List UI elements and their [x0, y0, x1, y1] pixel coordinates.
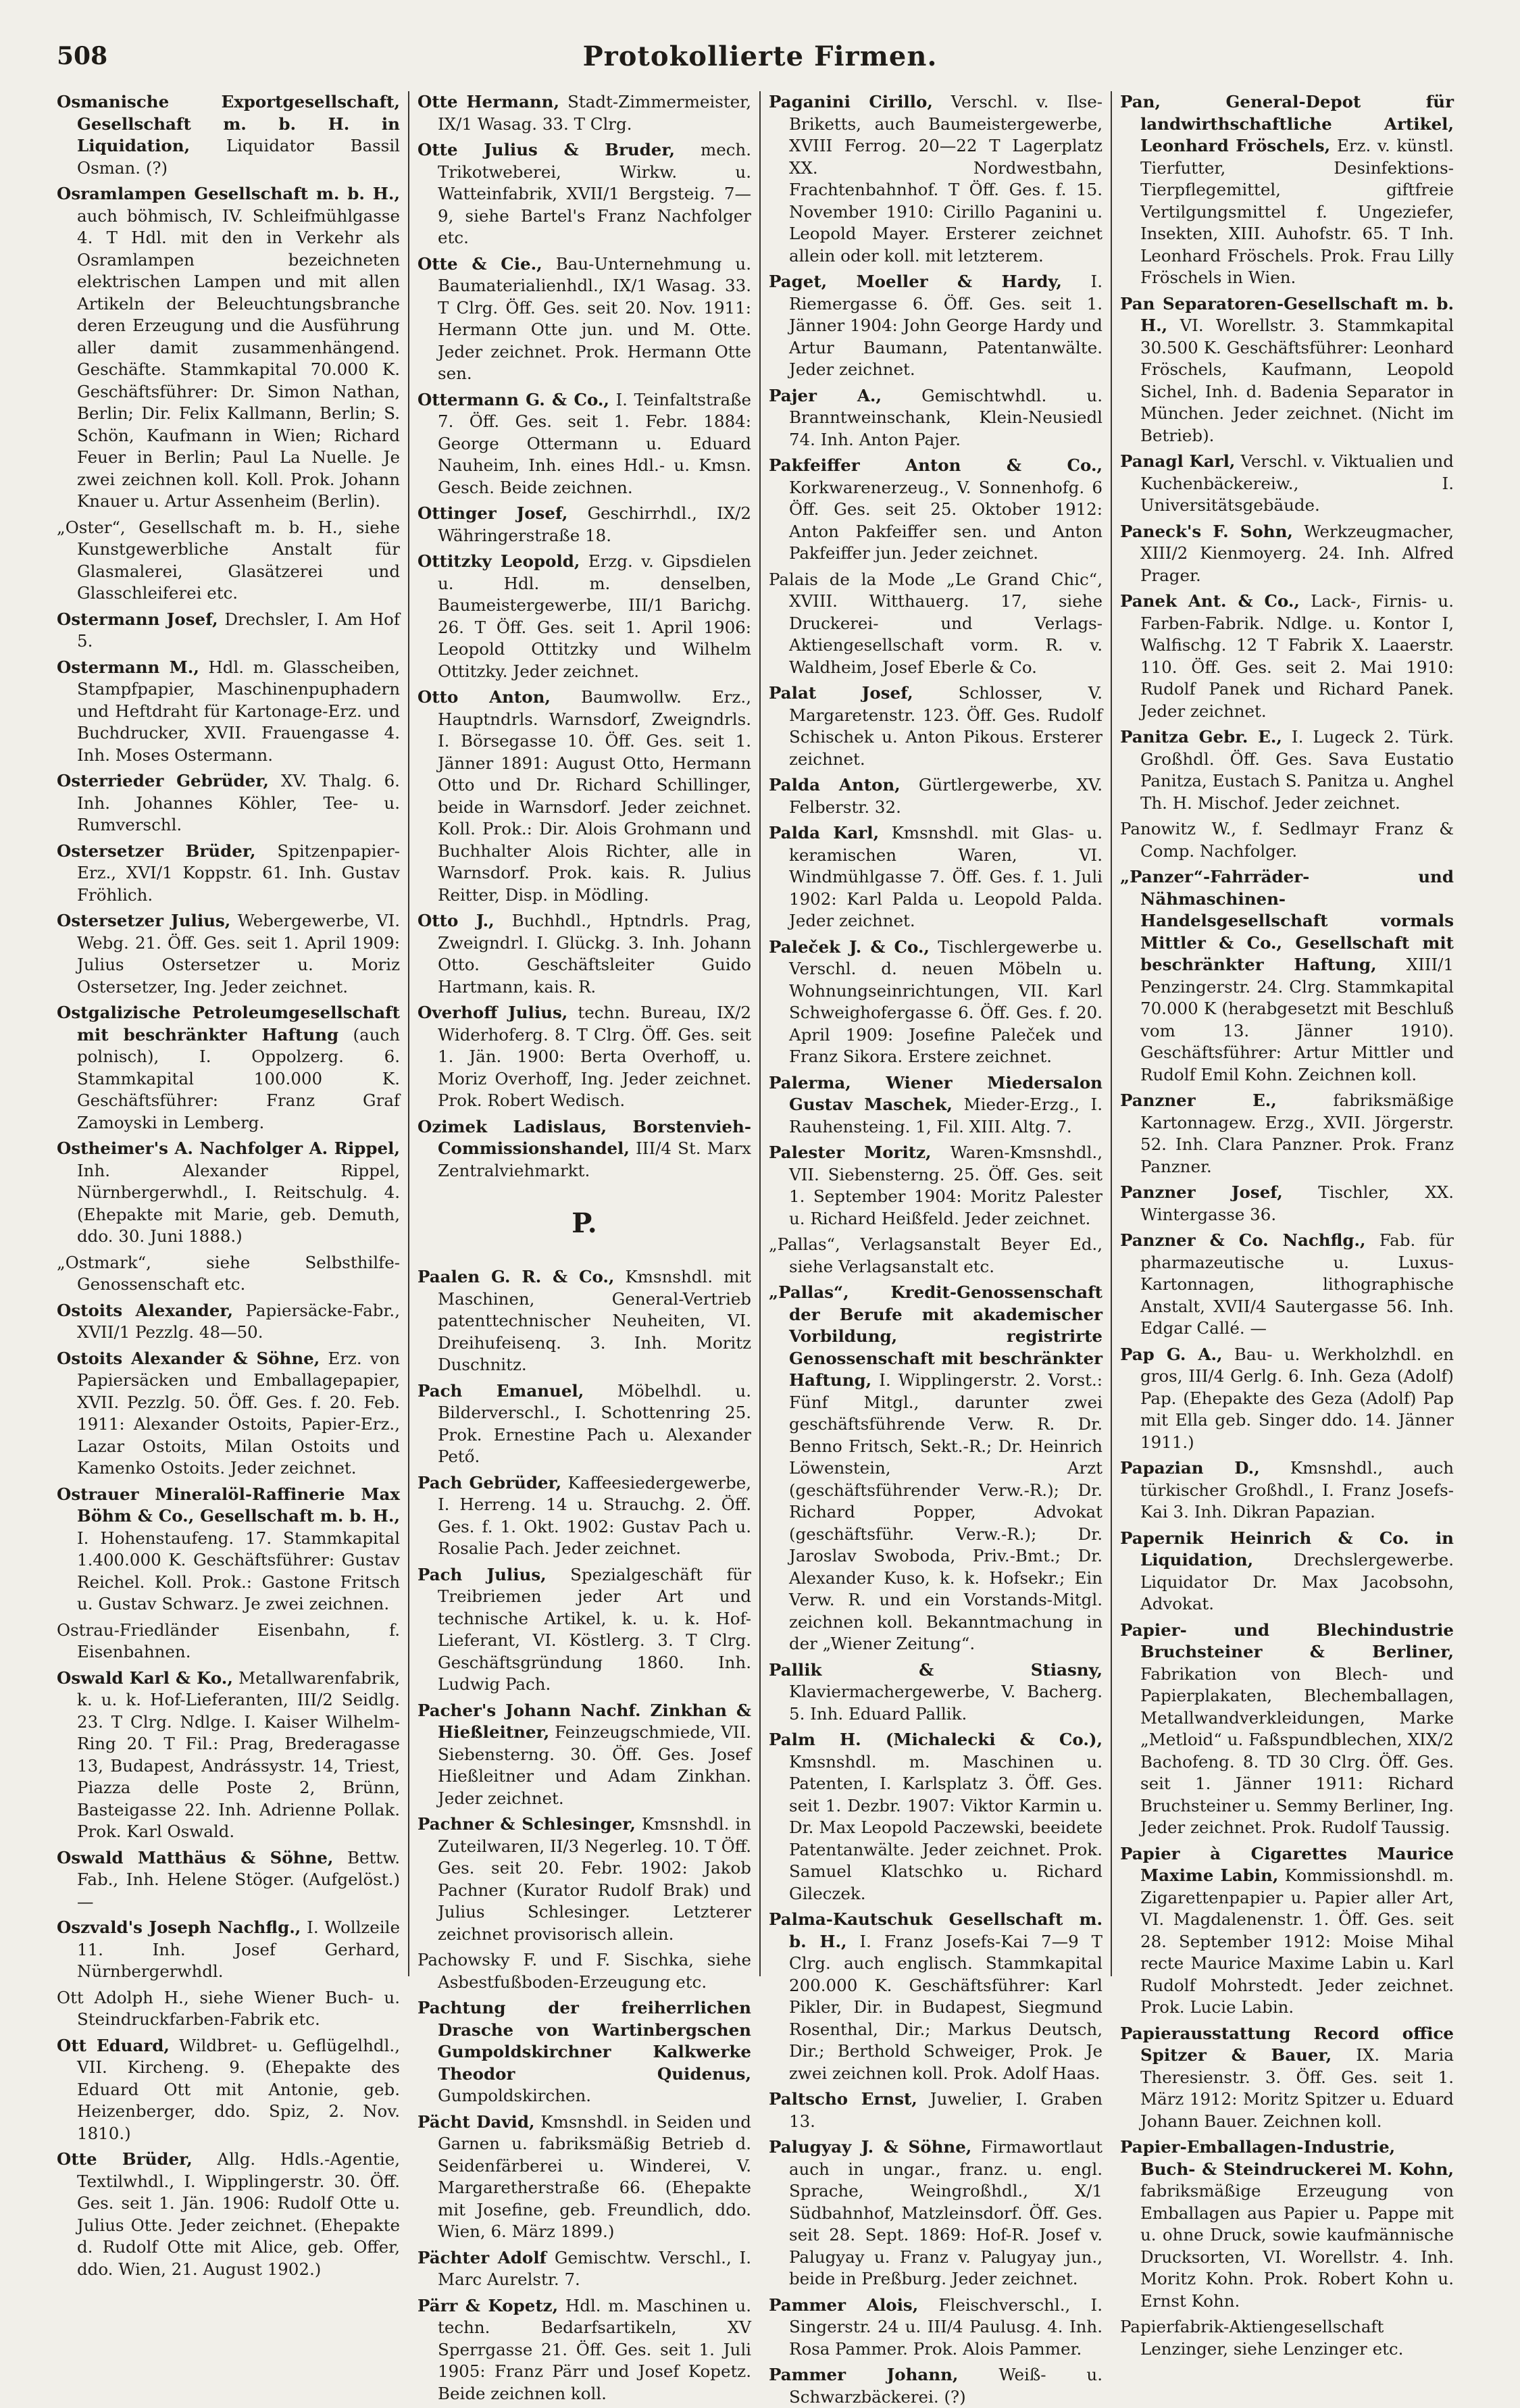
- firm-entry: [769, 2294, 1103, 2361]
- firm-name: Palda Karl,: [769, 823, 880, 843]
- firm-entry: [769, 774, 1103, 818]
- firm-entry: [417, 389, 751, 499]
- firm-entry: [1120, 1182, 1454, 1226]
- firm-name: Palm H. (Michalecki & Co.),: [769, 1730, 1103, 1749]
- firm-name: Paalen G. R. & Co.,: [417, 1267, 615, 1286]
- firm-name: Pärr & Kopetz,: [417, 2295, 559, 2315]
- firm-name: Papier à Cigarettes Maurice Maxime Labin,: [1120, 1843, 1454, 1885]
- columns: [57, 91, 1463, 2407]
- firm-entry: [57, 1252, 400, 1296]
- firm-details: Bettw. Fab., Inh. Helene Stöger. (Aufgelöst.) —: [77, 1847, 400, 1911]
- firm-entry: [57, 609, 400, 653]
- firm-details: Tischlergewerbe u. Verschl. d. neuen Möbeln u. Wohnungseinrichtungen, VII. Karl Schweighofergasse 6. Öff. Ges. f. 20. April 1909: Josefine Paleček und Franz Sikora. Erstere zeichnet.: [789, 936, 1103, 1066]
- firm-details: I. Hohenstaufeng. 17. Stammkapital 1.400.000 K. Geschäftsführer: Gustav Reichel. Koll. Prok.: Gastone Fritsch u. Gustav Schwarz. Je zwei zeichnen.: [77, 1528, 400, 1613]
- firm-name: Ostrauer Mineralöl-Raffinerie Max Böhm & Co., Gesellschaft m. b. H.,: [57, 1484, 400, 1526]
- firm-entry: [57, 1484, 400, 1615]
- firm-name: Panagl Karl,: [1120, 451, 1236, 471]
- firm-name: Ott Eduard,: [57, 2035, 170, 2055]
- firm-entry: [1120, 1620, 1454, 1839]
- firm-entry: [1120, 293, 1454, 447]
- firm-entry: [769, 569, 1103, 679]
- firm-entry: [769, 271, 1103, 381]
- firm-details: I. Wollzeile 11. Inh. Josef Gerhard, Nürnbergerwhdl.: [77, 1917, 400, 1981]
- firm-entry: [769, 1234, 1103, 1278]
- firm-details: Juwelier, I. Graben 13.: [789, 2089, 1103, 2131]
- firm-name: Palugyay J. & Söhne,: [769, 2137, 972, 2157]
- firm-name: Ostermann M.,: [57, 657, 199, 677]
- firm-entry: [769, 1659, 1103, 1726]
- firm-entry: [769, 1072, 1103, 1138]
- firm-name: Otte & Cie.,: [417, 253, 542, 274]
- firm-name: Osterrieder Gebrüder,: [57, 771, 269, 791]
- firm-details: Geschirrhdl., IX/2 Währingerstraße 18.: [438, 503, 751, 545]
- firm-details: Weiß- u. Schwarzbäckerei. (?): [789, 2365, 1103, 2407]
- firm-details: Wildbret- u. Geflügelhdl., VII. Kircheng. 9. (Ehepakte des Eduard Ott mit Antonie, geb. Heizenberger, ddo. Spiz, 2. Nov. 1810.): [77, 2035, 400, 2143]
- column-3: [759, 91, 1111, 2407]
- firm-entry: [769, 1282, 1103, 1655]
- firm-details: Möbelhdl. u. Bilderverschl., I. Schottenring 25. Prok. Ernestine Pach u. Alexander Pető.: [438, 1380, 751, 1466]
- firm-entry: [1120, 1457, 1454, 1524]
- firm-name: Ottitzky Leopold,: [417, 551, 580, 571]
- firm-details: fabriksmäßige Erzeugung von Emballagen aus Papier u. Pappe mit u. ohne Druck, sowie kaufmännische Drucksorten, VI. Worellstr. 4. Inh. Moritz Kohn. Prok. Robert Kohn u. Ernst Kohn.: [1140, 2181, 1454, 2311]
- firm-name: Papernik Heinrich & Co. in Liquidation,: [1120, 1528, 1454, 1570]
- firm-details: mech. Trikotweberei, Wirkw. u. Watteinfabrik, XVII/1 Bergsteig. 7—9, siehe Bartel's Franz Nachfolger etc.: [438, 140, 751, 247]
- firm-entry: [1120, 2316, 1454, 2360]
- firm-entry: [57, 1348, 400, 1480]
- firm-name: Paget, Moeller & Hardy,: [769, 272, 1062, 291]
- firm-entry: [57, 1138, 400, 1248]
- firm-details: I. Wipplingerstr. 2. Vorst.: Fünf Mitgl., darunter zwei geschäftsführende Verw. R. Dr. Benno Fritsch, Sekt.-R.; Dr. Heinrich Löwenstein, Arzt (geschäftsführender Verw.-R.); Dr. Richard Popper, Advokat (geschäftsführ. Verw.-R.); Dr. Jaroslav Swoboda, Priv.-Bmt.; Dr. Alexander Kuso, k. k. Hofsekr.; Ein Verw. R. und ein Vorstands-Mitgl. zeichnen koll. Bekanntmachung in der „Wiener Zeitung“.: [789, 1370, 1103, 1653]
- firm-entry: [1120, 1090, 1454, 1178]
- firm-details: Webergewerbe, VI. Webg. 21. Öff. Ges. seit 1. April 1909: Julius Ostersetzer u. Moriz Ostersetzer, Ing. Jeder zeichnet.: [77, 911, 400, 997]
- firm-details: Schlosser, V. Margaretenstr. 123. Öff. Ges. Rudolf Schischek u. Anton Pikous. Ersterer zeichnet.: [789, 683, 1103, 769]
- firm-details: Kmsnshdl. in Seiden und Garnen u. fabriksmäßig Betrieb d. Seidenfärberei u. Winderei, V. Margaretherstraße 66. (Ehepakte mit Josefine, geb. Freundlich, ddo. Wien, 6. März 1899.): [438, 2111, 751, 2241]
- firm-details: Spezialgeschäft für Treibriemen jeder Art und technische Artikel, k. u. k. Hof-Lieferant, VI. Köstlerg. 3. T Clrg. Geschäftsgründung 1860. Inh. Ludwig Pach.: [438, 1564, 752, 1694]
- firm-name: Panzner Josef,: [1120, 1182, 1283, 1202]
- firm-entry: [1120, 1344, 1454, 1454]
- firm-details: I. Lugeck 2. Türk. Großhdl. Öff. Ges. Sava Eustatio Panitza, Eustach S. Panitza u. Anghel Th. H. Mischof. Jeder zeichnet.: [1140, 727, 1454, 813]
- page-number: 508: [57, 42, 108, 70]
- firm-details: Kommissionshdl. m. Zigarettenpapier u. Papier aller Art, VI. Magdalenenstr. 1. Öff. Ges. seit 28. September 1912: Moise Mihal recte Maurice Maxime Labin u. Karl Rudolf Mohrstedt. Jeder zeichnet. Prok. Lucie Labin.: [1140, 1865, 1454, 2017]
- firm-name: Osmanische Exportgesellschaft, Gesellschaft m. b. H. in Liquidation,: [57, 92, 400, 155]
- firm-details: I. Riemergasse 6. Öff. Ges. seit 1. Jänner 1904: John George Hardy und Artur Baumann, Patentanwälte. Jeder zeichnet.: [789, 272, 1103, 379]
- firm-details: Firmawortlaut auch in ungar., franz. u. engl. Sprache, Weingroßhdl., X/1 Südbahnhof, Matzleinsdorf. Öff. Ges. seit 28. Sept. 1869: Hof-R. Josef v. Palugyay u. Franz v. Palugyay jun., beide in Preßburg. Jeder zeichnet.: [789, 2137, 1103, 2288]
- firm-entry: [417, 1700, 751, 1810]
- firm-details: Mieder-Erzg., I. Rauhensteing. 1, Fil. XIII. Altg. 7.: [789, 1095, 1103, 1136]
- firm-name: Overhoff Julius,: [417, 1003, 568, 1022]
- firm-name: Panitza Gebr. E.,: [1120, 727, 1282, 747]
- firm-details: I. Teinfaltstraße 7. Öff. Ges. seit 1. Febr. 1884: George Ottermann u. Eduard Nauheim, Inh. eines Hdl.- u. Kmsn. Gesch. Beide zeichnen.: [438, 389, 751, 497]
- firm-details: Erz. von Papiersäcken und Emballagepapier, XVII. Pezzlg. 50. Öff. Ges. f. 20. Feb. 1911: Alexander Ostoits, Papier-Erz., Lazar Ostoits, Milan Ostoits und Kamenko Ostoits. Jeder zeichnet.: [77, 1348, 401, 1478]
- firm-entry: [57, 517, 400, 605]
- firm-entry: [57, 770, 400, 836]
- firm-entry: [417, 1997, 751, 2107]
- firm-name: Pächt David,: [417, 2111, 535, 2132]
- firm-name: Pallik & Stiasny,: [769, 1659, 1103, 1680]
- firm-details: XIII/1 Penzingerstr. 24. Clrg. Stammkapital 70.000 K (herabgesetzt mit Beschluß vom 13. Jänner 1910). Geschäftsführer: Artur Mittler und Rudolf Emil Kohn. Zeichnen koll.: [1140, 955, 1454, 1084]
- firm-name: Otto Anton,: [417, 687, 551, 707]
- firm-details: IX. Maria Theresienstr. 3. Öff. Ges. seit 1. März 1912: Moritz Spitzer u. Eduard Johann Bauer. Zeichnen koll.: [1140, 2045, 1454, 2131]
- firm-name: Oswald Karl & Ko.,: [57, 1667, 233, 1688]
- firm-entry: [417, 253, 751, 385]
- firm-name: Palda Anton,: [769, 775, 901, 795]
- firm-entry: [417, 1380, 751, 1468]
- firm-name: Oswald Matthäus & Söhne,: [57, 1847, 334, 1867]
- running-head: Protokollierte Firmen.: [582, 41, 938, 72]
- firm-entry: [769, 91, 1103, 267]
- firm-details: Klaviermachergewerbe, V. Bacherg. 5. Inh. Eduard Pallik.: [789, 1682, 1103, 1724]
- firm-details: Fab. für pharmazeutische u. Luxus-Kartonnagen, lithographische Anstalt, XVII/4 Sautergasse 56. Inh. Edgar Callé. —: [1140, 1230, 1454, 1338]
- firm-name: Ottermann G. & Co.,: [417, 389, 609, 409]
- firm-name: Ostersetzer Brüder,: [57, 841, 256, 861]
- firm-entry: [57, 1917, 400, 1983]
- firm-name: Paneck's F. Sohn,: [1120, 521, 1293, 541]
- firm-details: Hdl. m. Glasscheiben, Stampfpapier, Maschinenpuphadern und Heftdraht für Kartonage-Erz. und Buchdrucker, XVII. Frauengasse 4. Inh. Moses Ostermann.: [77, 657, 400, 765]
- firm-name: Papier- und Blechindustrie Bruchsteiner & Berliner,: [1120, 1620, 1454, 1661]
- firm-name: Otto J.,: [417, 911, 495, 930]
- firm-entry: [769, 2088, 1103, 2132]
- firm-entry: [57, 841, 400, 907]
- firm-entry: [417, 1949, 751, 1993]
- firm-details: Korkwarenerzeug., V. Sonnenhofg. 6 Öff. Ges. seit 25. Oktober 1912: Anton Pakfeiffer sen. und Anton Pakfeiffer jun. Jeder zeichnet.: [789, 477, 1103, 563]
- firm-details: Erz. v. künstl. Tierfutter, Desinfektions-Tierpflegemittel, giftfreie Vertilgungsmittel f. Ungeziefer, Insekten, XIII. Auhofstr. 65. T Inh. Leonhard Fröschels. Prok. Frau Lilly Fröschels in Wien.: [1140, 136, 1454, 287]
- firm-details: Drechsler, I. Am Hof 5.: [77, 609, 400, 651]
- firm-entry: [1120, 451, 1454, 517]
- firm-details: Gumpoldskirchen.: [438, 2086, 592, 2105]
- firm-entry: [57, 2149, 400, 2280]
- firm-name: Pacher's Johann Nachf. Zinkhan & Hießleitner,: [417, 1700, 751, 1742]
- firm-entry: [57, 1620, 400, 1663]
- firm-entry: [57, 183, 400, 513]
- firm-entry: [769, 385, 1103, 451]
- firm-details: Ott Adolph H., siehe Wiener Buch- u. Steindruckfarben-Fabrik etc.: [57, 1987, 400, 2029]
- firm-entry: [57, 1667, 400, 1843]
- firm-entry: [57, 2035, 400, 2145]
- firm-entry: [417, 551, 751, 682]
- firm-name: Pan Separatoren-Gesellschaft m. b. H.,: [1120, 293, 1454, 335]
- firm-details: Palais de la Mode „Le Grand Chic“, XVIII. Witthauerg. 17, siehe Druckerei- und Verlags-Aktiengesellschaft vorm. R. v. Waldheim, Josef Eberle & Co.: [769, 569, 1103, 677]
- firm-details: Werkzeugmacher, XIII/2 Kienmoyerg. 24. Inh. Alfred Prager.: [1140, 521, 1454, 585]
- firm-entry: [417, 1564, 751, 1696]
- firm-details: Verschl. v. Viktualien und Kuchenbäckereiw., I. Universitätsgebäude.: [1140, 451, 1454, 515]
- firm-name: Otte Hermann,: [417, 92, 560, 111]
- firm-entry: [1120, 1843, 1454, 2019]
- firm-name: Papier-Emballagen-Industrie, Buch- & Steindruckerei M. Kohn,: [1120, 2137, 1454, 2179]
- firm-details: VI. Worellstr. 3. Stammkapital 30.500 K. Geschäftsführer: Leonhard Fröschels, Kaufmann, Leopold Sichel, Inh. d. Badenia Separator in München. Jeder zeichnet. (Nicht im Betrieb).: [1140, 316, 1454, 445]
- firm-details: Feinzeugschmiede, VII. Siebensterng. 30. Öff. Ges. Josef Hießleitner und Adam Zinkhan. Jeder zeichnet.: [438, 1722, 751, 1808]
- firm-name: Papierausstattung Record office Spitzer & Bauer,: [1120, 2023, 1454, 2065]
- firm-name: Ottinger Josef,: [417, 503, 568, 523]
- firm-details: Stadt-Zimmermeister, IX/1 Wasag. 33. T Clrg.: [438, 92, 751, 134]
- firm-details: Gemischtw. Verschl., I. Marc Aurelstr. 7.: [438, 2247, 751, 2289]
- firm-entry: [769, 1909, 1103, 2084]
- firm-name: Pammer Alois,: [769, 2294, 919, 2315]
- firm-entry: [417, 503, 751, 547]
- firm-details: Kmsnshdl. m. Maschinen u. Patenten, I. Karlsplatz 3. Öff. Ges. seit 1. Dezbr. 1907: Viktor Karmin u. Dr. Max Leopold Paczewski, beeidete Patentanwälte. Jeder zeichnet. Prok. Samuel Klatschko u. Richard Gileczek.: [789, 1751, 1103, 1903]
- firm-name: Ostermann Josef,: [57, 609, 218, 629]
- firm-entry: [769, 936, 1103, 1068]
- firm-details: (auch polnisch), I. Oppolzerg. 6. Stammkapital 100.000 K. Geschäftsführer: Franz Graf Zamoyski in Lemberg.: [77, 1024, 400, 1132]
- firm-details: Kmsnshdl. mit Glas- u. keramischen Waren, VI. Windmühlgasse 7. Öff. Ges. f. 1. Juli 1902: Karl Palda u. Leopold Palda. Jeder zeichnet.: [789, 823, 1103, 930]
- firm-name: Palester Moritz,: [769, 1143, 932, 1162]
- firm-entry: [417, 686, 751, 906]
- firm-details: „Pallas“, Verlagsanstalt Beyer Ed., siehe Verlagsanstalt etc.: [769, 1234, 1103, 1276]
- firm-name: Ostoits Alexander,: [57, 1300, 234, 1320]
- firm-details: Kaffeesiedergewerbe, I. Herreng. 14 u. Strauchg. 2. Öff. Ges. f. 1. Okt. 1902: Gustav Pach u. Rosalie Pach. Jeder zeichnet.: [438, 1472, 751, 1558]
- firm-entry: [1120, 91, 1454, 289]
- firm-name: Ostheimer's A. Nachfolger A. Rippel,: [57, 1138, 400, 1158]
- section-letter: P.: [572, 1207, 597, 1239]
- firm-details: techn. Bureau, IX/2 Widerhoferg. 8. T Clrg. Öff. Ges. seit 1. Jän. 1900: Berta Overhoff, u. Moriz Overhoff, Ing. Jeder zeichnet. Prok. Robert Wedisch.: [438, 1003, 751, 1110]
- firm-name: Ostoits Alexander & Söhne,: [57, 1348, 320, 1368]
- firm-entry: [769, 1142, 1103, 1230]
- firm-entry: [1120, 726, 1454, 814]
- firm-details: Gürtlergewerbe, XV. Felberstr. 32.: [789, 775, 1103, 817]
- firm-name: Pachtung der freiherrlichen Drasche von Wartinbergschen Gumpoldskirchner Kalkwerke Theodor Quidenus,: [417, 1998, 751, 2084]
- firm-name: Otte Brüder,: [57, 2149, 193, 2169]
- firm-name: Ostgalizische Petroleumgesellschaft mit beschränkter Haftung: [57, 1003, 400, 1045]
- firm-name: Oszvald's Joseph Nachflg.,: [57, 1917, 301, 1937]
- firm-entry: [1120, 818, 1454, 862]
- firm-entry: [769, 2364, 1103, 2408]
- firm-details: Allg. Hdls.-Agentie, Textilwhdl., I. Wipplingerstr. 30. Öff. Ges. seit 1. Jän. 1906: Rudolf Otte u. Julius Otte. Jeder zeichnet. (Ehepakte d. Rudolf Otte mit Alice, geb. Offer, ddo. Wien, 21. August 1902.): [77, 2149, 400, 2279]
- firm-details: Bau- u. Werkholzhdl. en gros, III/4 Gerlg. 6. Inh. Geza (Adolf) Pap. (Ehepakte des Geza (Adolf) Pap mit Ella geb. Singer ddo. 14. Jänner 1911.): [1140, 1344, 1454, 1452]
- firm-details: XV. Thalg. 6. Inh. Johannes Köhler, Tee- u. Rumverschl.: [77, 771, 400, 834]
- firm-entry: [417, 139, 751, 249]
- firm-name: Pach Gebrüder,: [417, 1472, 562, 1493]
- firm-details: Panowitz W., f. Sedlmayr Franz & Comp. Nachfolger.: [1120, 819, 1454, 861]
- firm-name: „Panzer“-Fahrräder- und Nähmaschinen-Handelsgesellschaft vormals Mittler & Co., Gesellschaft mit beschränkter Haftung,: [1120, 867, 1454, 974]
- firm-details: Metallwarenfabrik, k. u. k. Hof-Lieferanten, III/2 Seidlg. 23. T Clrg. Ndlge. I. Kaiser Wilhelm-Ring 20. T Fil.: Prag, Brederagasse 13, Budapest, Andrássystr. 14, Triest, Piazza delle Poste 2, Brünn, Basteigasse 22. Inh. Adrienne Pollak. Prok. Karl Oswald.: [77, 1667, 400, 1841]
- firm-details: Fabrikation von Blech- und Papierplakaten, Blechemballagen, Metallwandverkleidungen, Marke „Metloid“ u. Faßspundblechen, XIX/2 Bachofeng. 8. TD 30 Clrg. Öff. Ges. seit 1. Jänner 1911: Richard Bruchsteiner u. Semmy Berliner, Ing. Jeder zeichnet. Prok. Rudolf Taussig.: [1140, 1663, 1454, 1837]
- firm-entry: [417, 910, 751, 998]
- firm-name: „Pallas“, Kredit-Genossenschaft der Berufe mit akademischer Vorbildung, registrirte Genossenschaft mit beschränkter Haftung,: [769, 1282, 1103, 1390]
- firm-name: Pakfeiffer Anton & Co.,: [769, 455, 1103, 475]
- firm-details: Verschl. v. Ilse-Briketts, auch Baumeistergewerbe, XVIII Ferrog. 20—22 T Lagerplatz XX. Nordwestbahn, Frachtenbahnhof. T Öff. Ges. f. 15. November 1910: Cirillo Paganini u. Leopold Mayer. Ersterer zeichnet allein oder koll. mit letzterem.: [789, 92, 1103, 266]
- firm-name: Palma-Kautschuk Gesellschaft m. b. H.,: [769, 1909, 1103, 1951]
- firm-entry: [1120, 521, 1454, 587]
- firm-name: Pach Emanuel,: [417, 1380, 584, 1401]
- firm-name: Pammer Johann,: [769, 2365, 959, 2384]
- firm-entry: [57, 1300, 400, 1344]
- firm-details: Ostrau-Friedländer Eisenbahn, f. Eisenbahnen.: [57, 1620, 400, 1661]
- firm-name: Paleček J. & Co.,: [769, 936, 930, 957]
- firm-entry: [417, 2295, 751, 2405]
- firm-name: Osramlampen Gesellschaft m. b. H.,: [57, 184, 400, 203]
- firm-entry: [57, 91, 400, 179]
- firm-entry: [57, 1002, 400, 1134]
- firm-name: Panek Ant. & Co.,: [1120, 591, 1300, 611]
- firm-name: Paganini Cirillo,: [769, 92, 933, 111]
- firm-details: Kmsnshdl. mit Maschinen, General-Vertrieb patenttechnischer Neuheiten, VI. Dreihufeisenq. 3. Inh. Moritz Duschnitz.: [438, 1267, 751, 1374]
- firm-entry: [417, 1472, 751, 1560]
- firm-details: Pachowsky F. und F. Sischka, siehe Asbestfußboden-Erzeugung etc.: [417, 1950, 751, 1992]
- firm-name: Papazian D.,: [1120, 1458, 1260, 1478]
- firm-entry: [57, 1847, 400, 1913]
- firm-entry: [1120, 866, 1454, 1086]
- firm-entry: [769, 1729, 1103, 1905]
- firm-details: Gemischtwhdl. u. Branntweinschank, Klein-Neusiedl 74. Inh. Anton Pajer.: [789, 385, 1103, 449]
- firm-details: Buchhdl., Hptndrls. Prag, Zweigndrl. I. Glückg. 3. Inh. Johann Otto. Geschäftsleiter Guido Hartmann, kais. R.: [438, 911, 751, 997]
- firm-entry: [1120, 591, 1454, 722]
- firm-name: Panzner E.,: [1120, 1090, 1277, 1110]
- firm-details: Inh. Alexander Rippel, Nürnbergerwhdl., I. Reitschulg. 4. (Ehepakte mit Marie, geb. Demuth, ddo. 30. Juni 1888.): [77, 1160, 400, 1246]
- firm-entry: [417, 1813, 751, 1945]
- firm-details: Papierfabrik-Aktiengesellschaft Lenzinger, siehe Lenzinger etc.: [1120, 2317, 1404, 2359]
- firm-details: Kmsnshdl., auch türkischer Großhdl., I. Franz Josefs-Kai 3. Inh. Dikran Papazian.: [1140, 1458, 1454, 1522]
- firm-entry: [769, 455, 1103, 565]
- column-4: [1111, 91, 1462, 2359]
- firm-entry: [417, 1002, 751, 1112]
- firm-details: „Oster“, Gesellschaft m. b. H., siehe Kunstgewerbliche Anstalt für Glasmalerei, Glasätzerei und Glasschleiferei etc.: [57, 517, 400, 603]
- firm-name: Palerma, Wiener Miedersalon Gustav Maschek,: [769, 1072, 1103, 1114]
- firm-name: Ostersetzer Julius,: [57, 911, 231, 930]
- firm-details: III/4 St. Marx Zentralviehmarkt.: [438, 1138, 752, 1180]
- firm-entry: [769, 2136, 1103, 2290]
- firm-entry: [57, 910, 400, 998]
- firm-details: Liquidator Bassil Osman. (?): [77, 136, 400, 178]
- firm-details: Bau-Unternehmung u. Baumaterialienhdl., IX/1 Wasag. 33. T Clrg. Öff. Ges. seit 20. Nov. 1911: Hermann Otte jun. und M. Otte. Jeder zeichnet. Prok. Hermann Otte sen.: [438, 253, 751, 383]
- firm-entry: [57, 657, 400, 767]
- firm-entry: [1120, 1230, 1454, 1340]
- firm-details: Tischler, XX. Wintergasse 36.: [1140, 1182, 1454, 1224]
- firm-details: Fleischverschl., I. Singerstr. 24 u. III/4 Paulusg. 4. Inh. Rosa Pammer. Prok. Alois Pammer.: [789, 2294, 1103, 2359]
- firm-entry: [769, 822, 1103, 932]
- firm-entry: [417, 2111, 751, 2243]
- firm-details: I. Franz Josefs-Kai 7—9 T Clrg. auch englisch. Stammkapital 200.000 K. Geschäftsführer: Karl Pikler, Dir. in Budapest, Siegmund Rosenthal, Dir.; Markus Deutsch, Dir.; Berthold Schweiger, Prok. Je zwei zeichnen koll. Prok. Adolf Haas.: [789, 1931, 1103, 2083]
- firm-details: Erzg. v. Gipsdielen u. Hdl. m. denselben, Baumeistergewerbe, III/1 Barichg. 26. T Öff. Ges. seit 1. April 1906: Leopold Ottitzky und Wilhelm Ottitzky. Jeder zeichnet.: [438, 551, 751, 681]
- firm-details: Drechslergewerbe. Liquidator Dr. Max Jacobsohn, Advokat.: [1140, 1550, 1454, 1613]
- firm-entry: [417, 1116, 751, 1182]
- column-2: [408, 91, 759, 2403]
- firm-name: Panzner & Co. Nachflg.,: [1120, 1230, 1366, 1250]
- firm-details: Baumwollw. Erz., Hauptndrls. Warnsdorf, Zweigndrls. I. Börsegasse 10. Öff. Ges. seit 1. Jänner 1891: August Otto, Hermann Otto und Dr. Richard Schillinger, beide in Warnsdorf. Jeder zeichnet. Koll. Prok.: Dir. Alois Grohmann und Buchhalter Alois Richter, alle in Warnsdorf. Prok. kais. R. Julius Reitter, Disp. in Mödling.: [438, 687, 751, 905]
- firm-details: „Ostmark“, siehe Selbsthilfe-Genossenschaft etc.: [57, 1252, 400, 1294]
- firm-name: Otte Julius & Bruder,: [417, 140, 676, 159]
- firm-name: Pachner & Schlesinger,: [417, 1814, 636, 1834]
- firm-details: Hdl. m. Maschinen u. techn. Bedarfsartikeln, XV Sperrgasse 21. Öff. Ges. seit 1. Juli 1905: Franz Pärr und Josef Kopetz. Beide zeichnen koll.: [438, 2295, 751, 2403]
- firm-entry: [57, 1987, 400, 2031]
- firm-details: Papiersäcke-Fabr., XVII/1 Pezzlg. 48—50.: [77, 1300, 400, 1342]
- firm-name: Pach Julius,: [417, 1564, 547, 1584]
- firm-entry: [1120, 2023, 1454, 2133]
- firm-entry: [769, 682, 1103, 770]
- firm-name: Pap G. A.,: [1120, 1344, 1223, 1364]
- firm-name: Paltscho Ernst,: [769, 2089, 917, 2109]
- firm-details: Waren-Kmsnshdl., VII. Siebensterng. 25. Öff. Ges. seit 1. September 1904: Moritz Palester u. Richard Heißfeld. Jeder zeichnet.: [789, 1143, 1103, 1228]
- firm-details: Kmsnshdl. in Zuteilwaren, II/3 Negerleg. 10. T Öff. Ges. seit 20. Febr. 1902: Jakob Pachner (Kurator Rudolf Brak) und Julius Schlesinger. Letzterer zeichnet provisorisch allein.: [438, 1814, 751, 1944]
- firm-entry: [417, 2247, 751, 2291]
- firm-name: Pajer A.,: [769, 385, 882, 405]
- firm-name: Pan, General-Depot für landwirthschaftliche Artikel, Leonhard Fröschels,: [1120, 92, 1454, 155]
- firm-name: Palat Josef,: [769, 683, 913, 703]
- firm-name: Ozimek Ladislaus, Borstenvieh-Commissionshandel,: [417, 1116, 751, 1158]
- firm-details: fabriksmäßige Kartonnagew. Erzg., XVII. Jörgerstr. 52. Inh. Clara Panzner. Prok. Franz Panzner.: [1140, 1090, 1454, 1176]
- firm-entry: [417, 1266, 751, 1376]
- column-1: [57, 91, 408, 2279]
- firm-entry: [417, 91, 751, 135]
- firm-details: Spitzenpapier-Erz., XVI/1 Koppstr. 61. Inh. Gustav Fröhlich.: [77, 841, 400, 905]
- firm-details: Lack-, Firnis- u. Farben-Fabrik. Ndlge. u. Kontor I, Walfischg. 12 T Fabrik X. Laaerstr. 110. Öff. Ges. seit 2. Mai 1910: Rudolf Panek und Richard Panek. Jeder zeichnet.: [1140, 591, 1454, 721]
- firm-entry: [1120, 1528, 1454, 1615]
- firm-details: auch böhmisch, IV. Schleifmühlgasse 4. T Hdl. mit den in Verkehr als Osramlampen bezeichneten elektrischen Lampen und mit allen Artikeln der Beleuchtungsbranche deren Erzeugung und die Ausführung aller damit zusammenhängend. Geschäfte. Stammkapital 70.000 K. Geschäftsführer: Dr. Simon Nathan, Berlin; Dir. Felix Kallmann, Berlin; S. Schön, Kaufmann in Wien; Richard Feuer in Berlin; Paul La Nuelle. Je zwei zeichnen koll. Koll. Prok. Johann Knauer u. Artur Assenheim (Berlin).: [77, 205, 400, 511]
- firm-name: Pächter Adolf: [417, 2247, 547, 2267]
- firm-entry: [1120, 2136, 1454, 2312]
